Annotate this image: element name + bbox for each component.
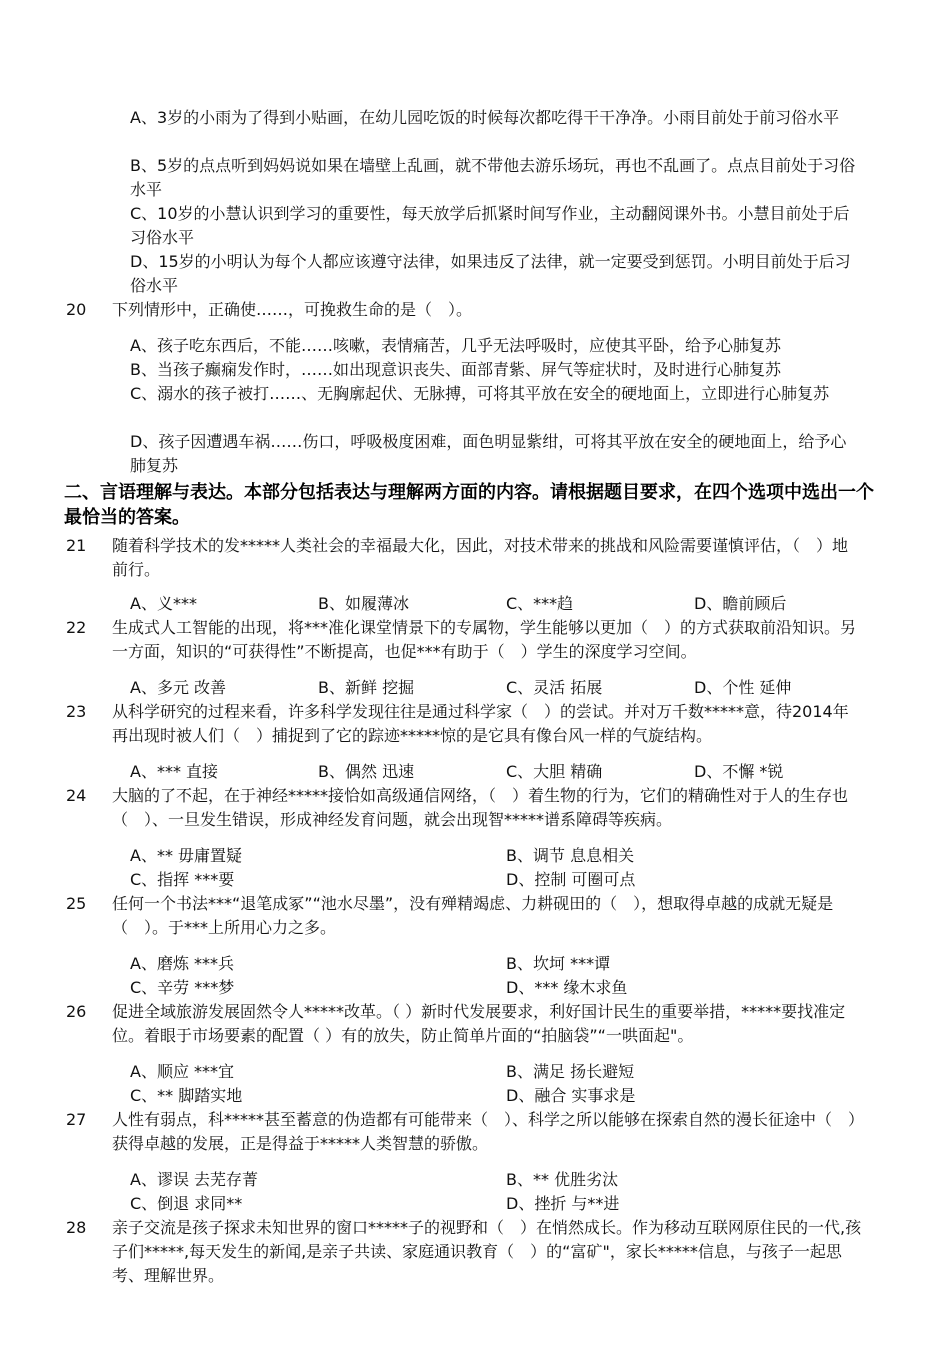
q24-option-d: D、控制 可圈可点 [506,870,636,889]
q19-option-a: A、3岁的小雨为了得到小贴画，在幼儿园吃饭的时候每次都吃得干干净净。小雨目前处于前习俗水平 [130,108,840,127]
q19-option-b: B、5岁的点点听到妈妈说如果在墙壁上乱画，就不带他去游乐场玩，再也不乱画了。点点目前处于习俗水平 [130,156,856,199]
question-text: 随着科学技术的发*****人类社会的幸福最大化，因此，对技术带来的挑战和风险需要谨慎评估，（ ）地前行。 [112,536,849,579]
q27-option-a: A、谬误 去芜存菁 [130,1170,259,1189]
q26-option-b: B、满足 扬长避短 [506,1062,635,1081]
question-text: 亲子交流是孩子探求未知世界的窗口*****子的视野和（ ）在悄然成长。作为移动互联网原住民的一代,孩子们*****,每天发生的新闻,是亲子共读、家庭通识教育（ ）的“富矿"，家长*****信息，与孩子一起思考、理解世界。 [112,1218,862,1285]
question-text: 下列情形中，正确使……，可挽救生命的是（ ）。 [112,300,473,319]
q20-option-c: C、溺水的孩子被打……、无胸廓起伏、无脉搏，可将其平放在安全的硬地面上，立即进行心肺复苏 [130,384,830,403]
q24-option-a: A、** 毋庸置疑 [130,846,243,865]
q23-option-a: A、*** 直接 [130,762,219,781]
question-text: 任何一个书法***“退笔成冢”“池水尽墨”，没有殚精竭虑、力耕砚田的（ ），想取得卓越的成就无疑是（ ）。于***上所用心力之多。 [112,894,834,937]
q25-option-c: C、辛劳 ***梦 [130,978,235,997]
question-number: 24 [66,786,87,805]
q25-option-b: B、坎坷 ***谭 [506,954,611,973]
question-number: 22 [66,618,87,637]
q21-option-b: B、如履薄冰 [318,594,409,613]
q24-option-c: C、指挥 ***要 [130,870,235,889]
question-text: 促进全域旅游发展固然令人*****改革。（ ）新时代发展要求，利好国计民生的重要举措，*****要找准定位。着眼于市场要素的配置（ ）有的放失，防止简单片面的“拍脑袋”“一哄面起"。 [112,1002,846,1045]
q19-option-d: D、15岁的小明认为每个人都应该遵守法律，如果违反了法律，就一定要受到惩罚。小明目前处于后习俗水平 [130,252,851,295]
q22-option-d: D、个性 延伸 [694,678,792,697]
question-number: 26 [66,1002,87,1021]
q27-option-c: C、倒退 求同** [130,1194,243,1213]
q22-option-b: B、新鲜 挖掘 [318,678,415,697]
q23-option-c: C、大胆 精确 [506,762,603,781]
section-title: 二、言语理解与表达。本部分包括表达与理解两方面的内容。请根据题目要求，在四个选项中选出一个最恰当的答案。 [64,482,874,528]
question-number: 25 [66,894,87,913]
q20-option-a: A、孩子吃东西后，不能……咳嗽，表情痛苦，几乎无法呼吸时，应使其平卧，给予心肺复苏 [130,336,781,355]
q26-option-a: A、顺应 ***宜 [130,1062,235,1081]
q24-option-b: B、调节 息息相关 [506,846,635,865]
q26-option-c: C、** 脚踏实地 [130,1086,243,1105]
q25-option-a: A、磨炼 ***兵 [130,954,235,973]
q27-option-d: D、挫折 与**进 [506,1194,620,1213]
question-text: 大脑的了不起，在于神经*****接恰如高级通信网络，（ ）着生物的行为，它们的精确性对于人的生存也（ ）、一旦发生错误，形成神经发育问题，就会出现智*****谱系障碍等疾病。 [112,786,849,829]
question-number: 27 [66,1110,87,1129]
question-text: 人性有弱点，科*****甚至蓄意的伪造都有可能带来（ ）、科学之所以能够在探索自然的漫长征途中（ ）获得卓越的发展，正是得益于*****人类智慧的骄傲。 [112,1110,857,1153]
question-text: 从科学研究的过程来看，许多科学发现往往是通过科学家（ ）的尝试。并对万千数*****意，待2014年再出现时被人们（ ）捕捉到了它的踪迹*****惊的是它具有像台风一样的气旋结构。 [112,702,849,745]
q27-option-b: B、** 优胜劣汰 [506,1170,619,1189]
q21-option-d: D、瞻前顾后 [694,594,787,613]
q25-option-d: D、*** 缘木求鱼 [506,978,628,997]
q23-option-b: B、偶然 迅速 [318,762,415,781]
q20-option-b: B、当孩子癫痫发作时，……如出现意识丧失、面部青紫、屏气等症状时，及时进行心肺复苏 [130,360,781,379]
q22-option-c: C、灵活 拓展 [506,678,603,697]
q21-option-a: A、义*** [130,594,197,613]
q19-option-c: C、10岁的小慧认识到学习的重要性，每天放学后抓紧时间写作业，主动翻阅课外书。小慧目前处于后习俗水平 [130,204,850,247]
question-text: 生成式人工智能的出现，将***准化课堂情景下的专属物，学生能够以更加（ ）的方式获取前沿知识。另一方面，知识的“可获得性”不断提高，也促***有助于（ ）学生的深度学习空间。 [112,618,857,661]
q26-option-d: D、融合 实事求是 [506,1086,636,1105]
question-number: 23 [66,702,87,721]
question-number: 20 [66,300,87,319]
q23-option-d: D、不懈 *锐 [694,762,784,781]
q22-option-a: A、多元 改善 [130,678,227,697]
q20-option-d: D、孩子因遭遇车祸……伤口，呼吸极度困难，面色明显紫绀，可将其平放在安全的硬地面上，给予心肺复苏 [130,432,847,475]
q21-option-c: C、***趋 [506,594,574,613]
question-number: 21 [66,536,87,555]
question-number: 28 [66,1218,87,1237]
